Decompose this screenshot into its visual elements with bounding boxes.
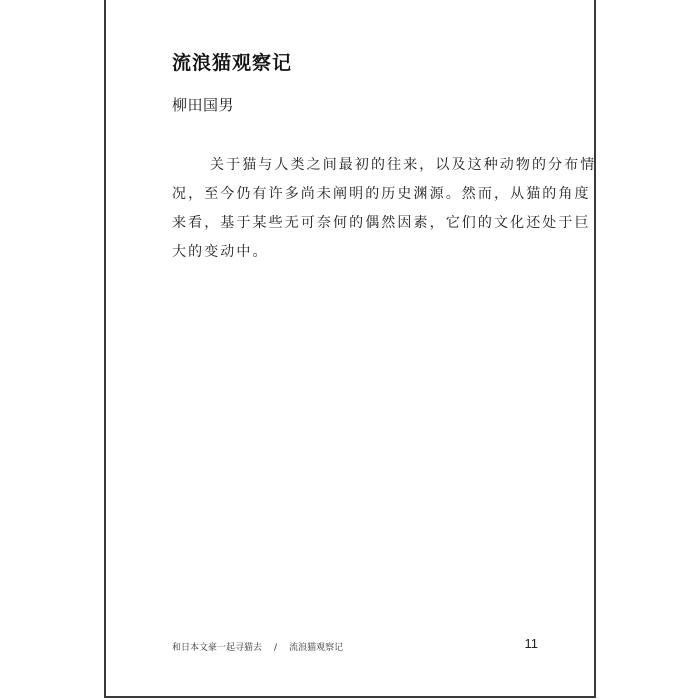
paragraph-line: 来看，基于某些无可奈何的偶然因素，它们的文化还处于巨: [172, 215, 591, 231]
body-paragraph: [172, 151, 597, 267]
paragraph-line: 关于猫与人类之间最初的往来，以及这种动物的分布情: [210, 157, 597, 173]
article-author: 柳田国男: [172, 96, 235, 114]
book-page: [104, 0, 596, 698]
paragraph-line: 大的变动中。: [172, 244, 269, 260]
footer-book-title: 和日本文豪一起寻猫去: [172, 643, 263, 653]
paragraph-line: 况，至今仍有许多尚未阐明的历史渊源。然而，从猫的角度: [172, 186, 591, 202]
article-title: 流浪猫观察记: [172, 52, 293, 74]
page-number: 11: [524, 636, 538, 651]
footer-chapter-title: 流浪猫观察记: [289, 643, 344, 653]
footer-separator: /: [274, 643, 278, 653]
running-footer: [172, 640, 343, 653]
